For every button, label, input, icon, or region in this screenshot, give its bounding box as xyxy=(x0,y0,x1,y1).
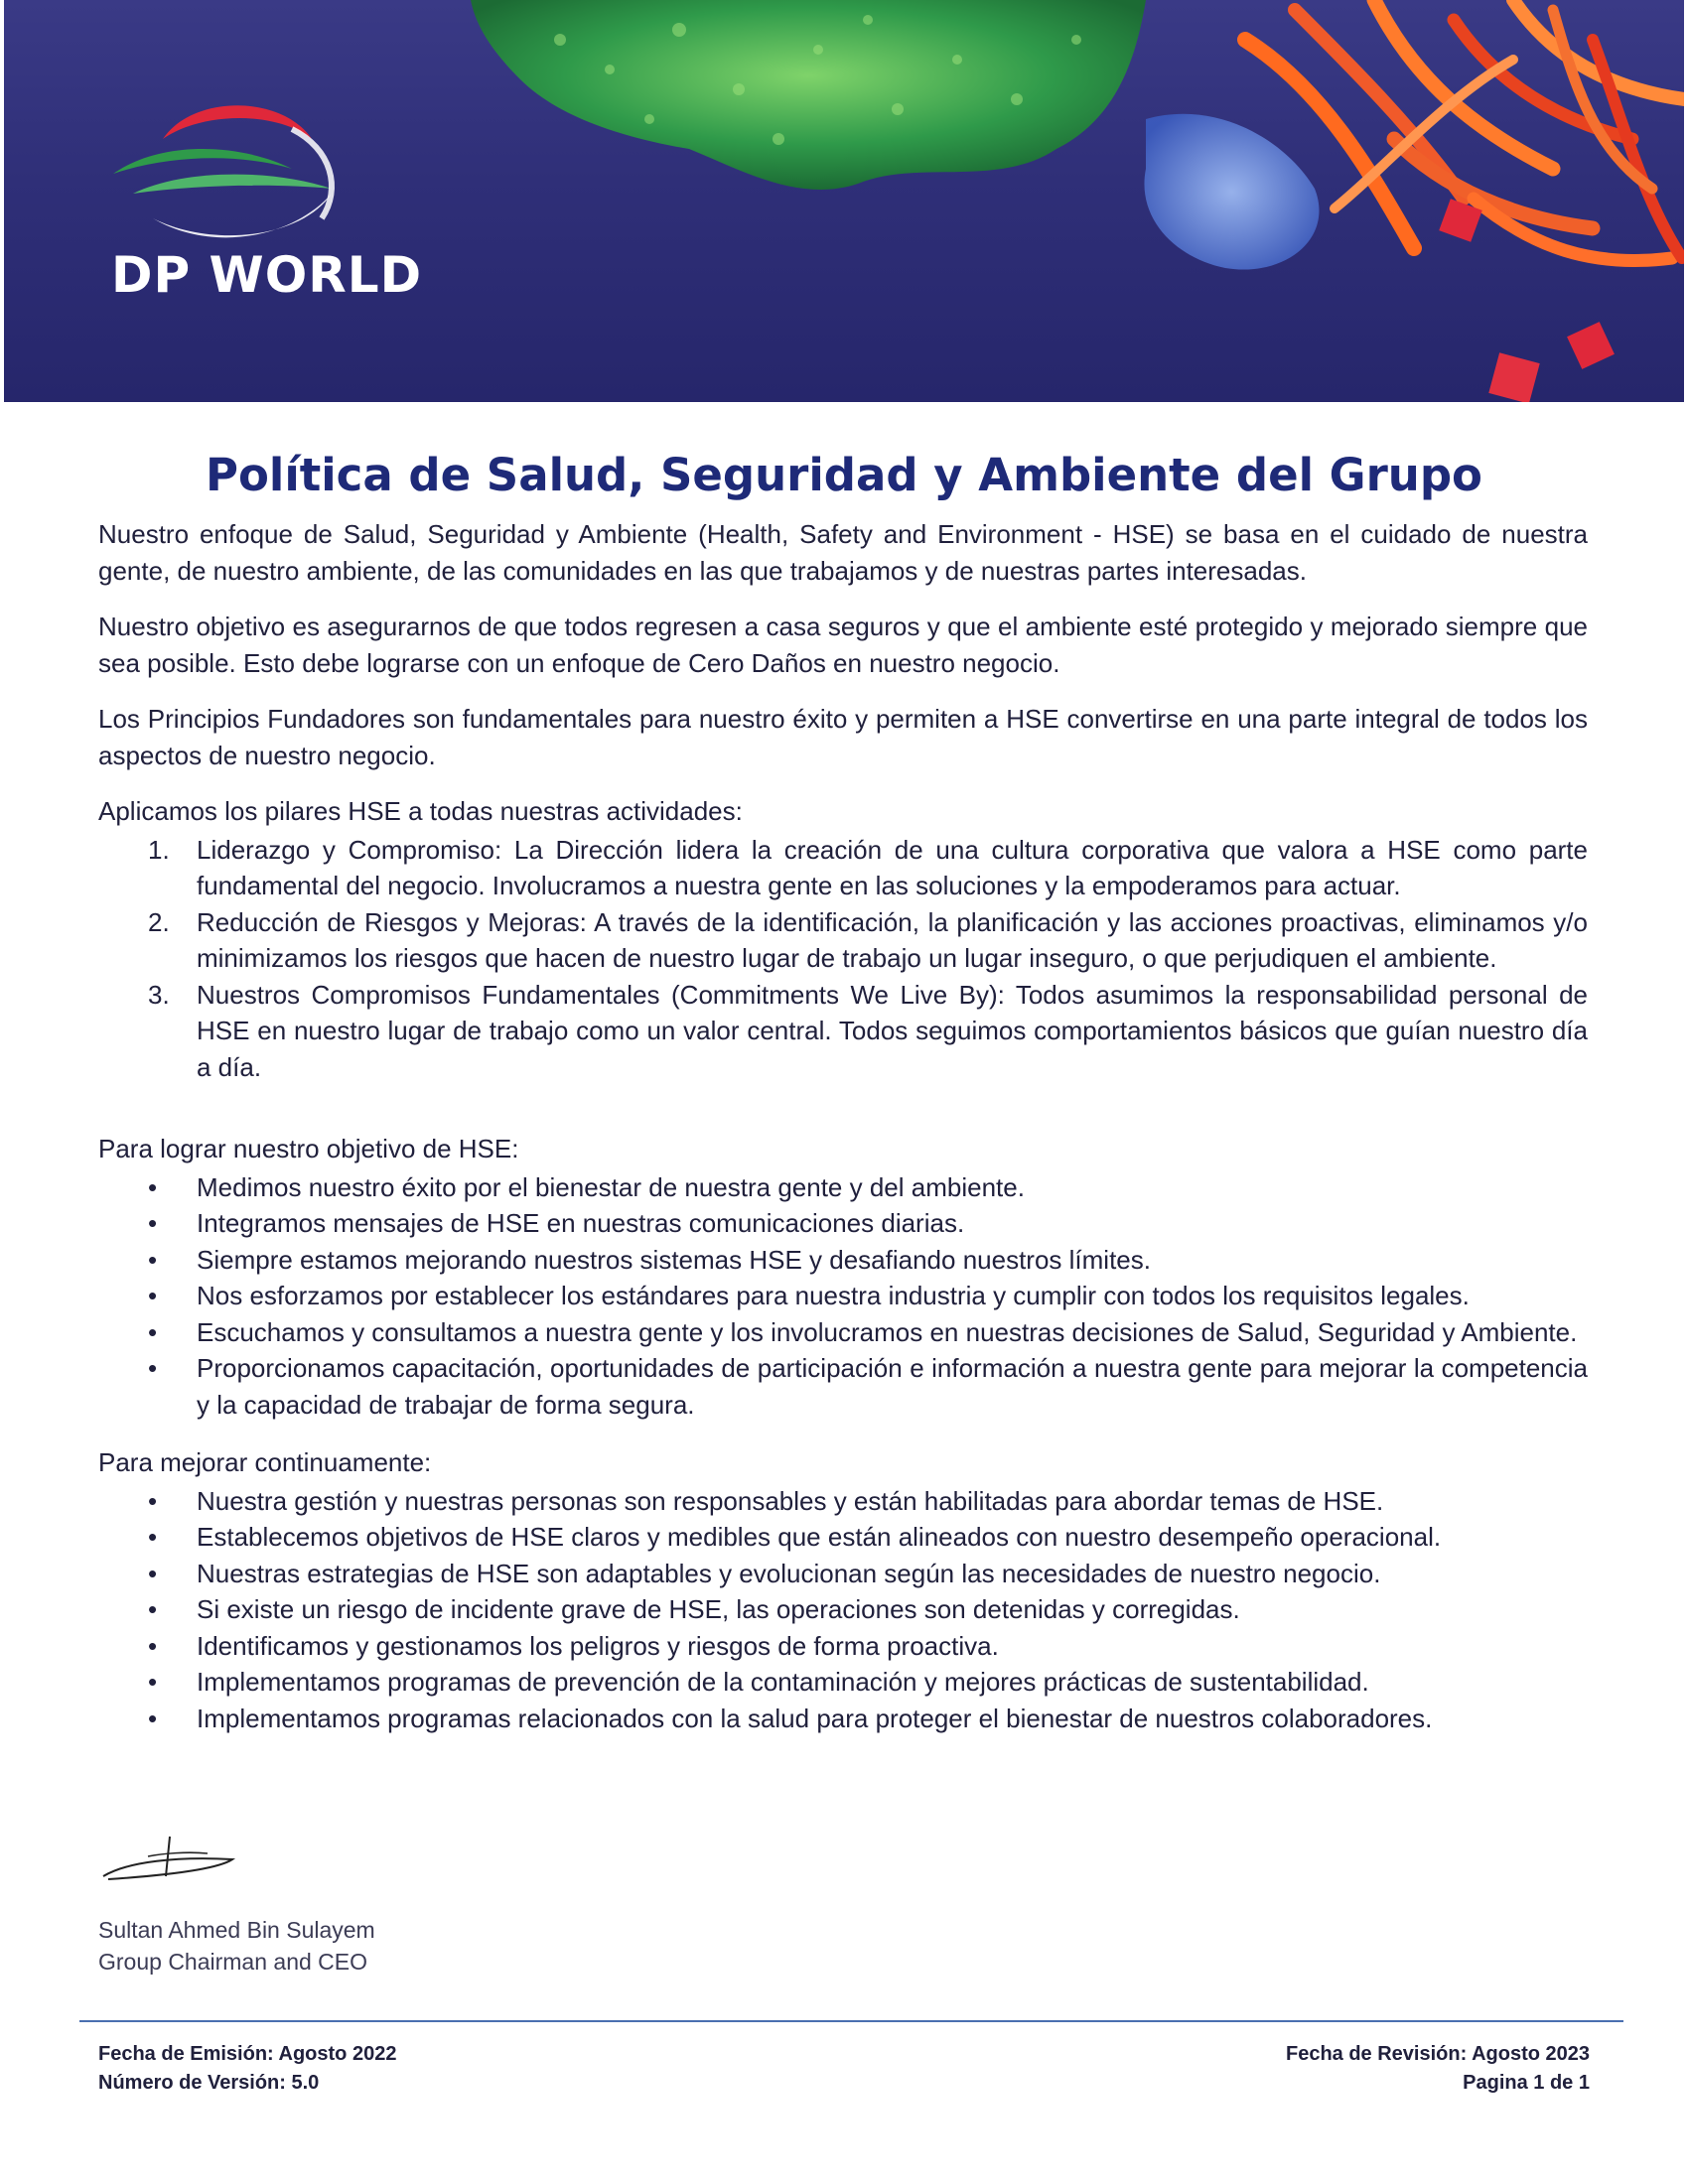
improve-intro: Para mejorar continuamente: xyxy=(98,1447,432,1477)
list-item: • Establecemos objetivos de HSE claros y medibles que están alineados con nuestro desempeño operacional. xyxy=(98,1519,1588,1556)
paragraph-principles: Los Principios Fundadores son fundamentales para nuestro éxito y permiten a HSE convertirse en una parte integral de todos los aspectos de nuestro negocio. xyxy=(98,704,1588,770)
list-item: • Nuestras estrategias de HSE son adaptables y evolucionan según las necesidades de nuestro negocio. xyxy=(98,1556,1588,1592)
footer-left xyxy=(98,2040,396,2098)
footer-divider xyxy=(79,2020,1623,2022)
signature-icon xyxy=(98,1832,247,1891)
signer-name: Sultan Ahmed Bin Sulayem xyxy=(98,1917,375,1943)
list-number: 3. xyxy=(148,979,170,1010)
list-item: • Proporcionamos capacitación, oportunidades de participación e información a nuestra gente para mejorar la competencia y la capacidad de trabajar de forma segura. xyxy=(98,1350,1588,1423)
page-title: Política de Salud, Seguridad y Ambiente del Grupo xyxy=(206,449,1482,501)
list-item: • Siempre estamos mejorando nuestros sistemas HSE y desafiando nuestros límites. xyxy=(98,1242,1588,1279)
list-item: • Nos esforzamos por establecer los estándares para nuestra industria y cumplir con todos los requisitos legales. xyxy=(98,1278,1588,1314)
logo-wordmark: DP WORLD xyxy=(111,246,423,304)
list-item: • Integramos mensajes de HSE en nuestras comunicaciones diarias. xyxy=(98,1205,1588,1242)
list-item: • Identificamos y gestionamos los peligros y riesgos de forma proactiva. xyxy=(98,1628,1588,1665)
signature xyxy=(98,1832,247,1896)
list-item: • Nuestra gestión y nuestras personas son responsables y están habilitadas para abordar temas de HSE. xyxy=(98,1483,1588,1520)
page-number: Pagina 1 de 1 xyxy=(1463,2072,1590,2094)
header-banner xyxy=(4,0,1684,402)
objective-list xyxy=(98,1169,1588,1424)
issue-date: Fecha de Emisión: Agosto 2022 xyxy=(98,2043,397,2065)
list-item-text: Liderazgo y Compromiso: La Dirección lidera la creación de una cultura corporativa que valora a HSE como parte fundamental del negocio. Involucramos a nuestra gente en las soluciones y la empoderamos para actuar. xyxy=(197,834,1588,900)
list-item: • Medimos nuestro éxito por el bienestar de nuestra gente y del ambiente. xyxy=(98,1169,1588,1206)
objective-intro: Para lograr nuestro objetivo de HSE: xyxy=(98,1134,519,1163)
pillars-intro: Aplicamos los pilares HSE a todas nuestras actividades: xyxy=(98,796,743,826)
list-item-text: Reducción de Riesgos y Mejoras: A través de la identificación, la planificación y las acciones proactivas, eliminamos y/o minimizamos los riesgos que hacen de nuestro lugar de trabajo un lugar inseguro, o que perjudiquen el ambiente. xyxy=(197,906,1588,973)
policy-body xyxy=(98,516,1588,1758)
dp-world-logo xyxy=(103,99,461,308)
list-item: • Implementamos programas relacionados con la salud para proteger el bienestar de nuestros colaboradores. xyxy=(98,1701,1588,1737)
list-number: 2. xyxy=(148,906,170,937)
footer-right xyxy=(1286,2040,1590,2098)
paragraph-objective: Nuestro objetivo es asegurarnos de que todos regresen a casa seguros y que el ambiente esté protegido y mejorado siempre que sea posible. Esto debe lograrse con un enfoque de Cero Daños en nuestro negocio. xyxy=(98,612,1588,678)
pillars-list xyxy=(98,832,1588,1086)
list-item xyxy=(98,977,1588,1086)
list-item: • Implementamos programas de prevención de la contaminación y mejores prácticas de sustentabilidad. xyxy=(98,1664,1588,1701)
signer-role: Group Chairman and CEO xyxy=(98,1949,368,1975)
version-number: Número de Versión: 5.0 xyxy=(98,2072,320,2094)
list-item xyxy=(98,904,1588,977)
list-item-text: Nuestros Compromisos Fundamentales (Commitments We Live By): Todos asumimos la responsabilidad personal de HSE en nuestro lugar de trabajo como un valor central. Todos seguimos comportamientos básicos que guían nuestro día a día. xyxy=(197,979,1588,1082)
improve-list xyxy=(98,1483,1588,1737)
list-item: • Si existe un riesgo de incidente grave de HSE, las operaciones son detenidas y corregidas. xyxy=(98,1591,1588,1628)
list-item: • Escuchamos y consultamos a nuestra gente y los involucramos en nuestras decisiones de Salud, Seguridad y Ambiente. xyxy=(98,1314,1588,1351)
revision-date: Fecha de Revisión: Agosto 2023 xyxy=(1285,2043,1590,2065)
logo-mark-icon xyxy=(103,99,352,248)
signer-block xyxy=(98,1914,375,1978)
list-number: 1. xyxy=(148,834,170,865)
list-item xyxy=(98,832,1588,904)
paragraph-approach: Nuestro enfoque de Salud, Seguridad y Ambiente (Health, Safety and Environment - HSE) se basa en el cuidado de nuestra gente, de nuestro ambiente, de las comunidades en las que trabajamos y de nuestras partes interesadas. xyxy=(98,519,1588,586)
